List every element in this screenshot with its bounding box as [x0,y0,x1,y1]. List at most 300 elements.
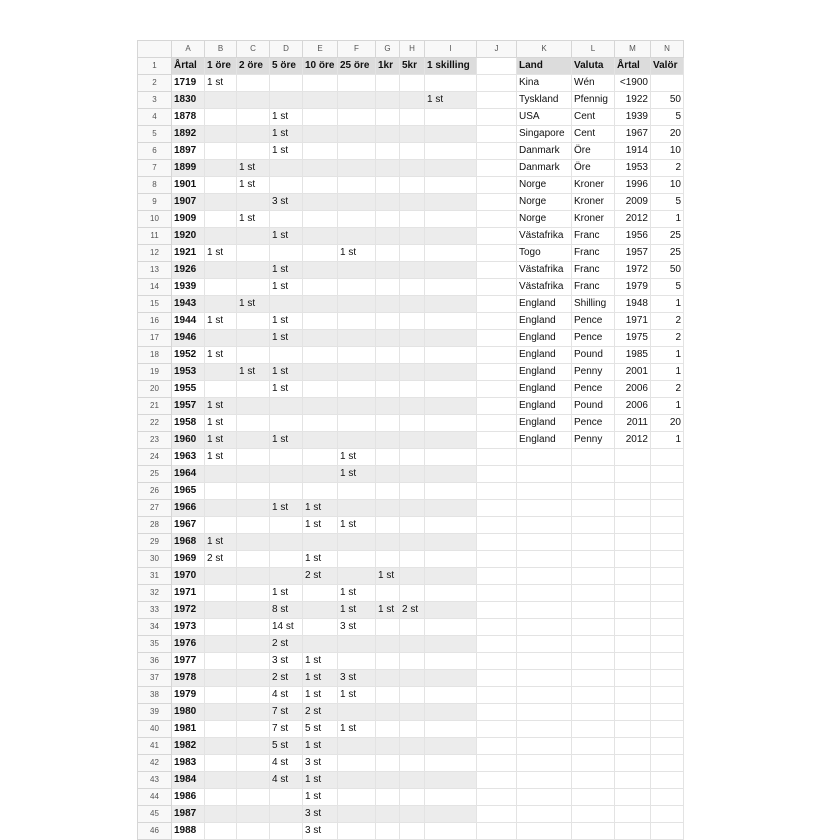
cell-i32[interactable] [425,585,477,602]
cell-a17[interactable]: 1946 [172,330,205,347]
cell-d15[interactable] [270,296,303,313]
cell-k15[interactable]: England [517,296,572,313]
cell-g21[interactable] [376,398,400,415]
cell-a36[interactable]: 1977 [172,653,205,670]
cell-d44[interactable] [270,789,303,806]
cell-c12[interactable] [237,245,270,262]
cell-e42[interactable]: 3 st [303,755,338,772]
cell-d11[interactable]: 1 st [270,228,303,245]
cell-i13[interactable] [425,262,477,279]
row-number[interactable]: 18 [138,347,172,364]
cell-k21[interactable]: England [517,398,572,415]
cell-n12[interactable]: 25 [651,245,684,262]
cell-h45[interactable] [400,806,425,823]
cell-b6[interactable] [205,143,237,160]
cell-e32[interactable] [303,585,338,602]
row-number[interactable]: 8 [138,177,172,194]
cell-c13[interactable] [237,262,270,279]
row-number[interactable]: 7 [138,160,172,177]
column-header-a[interactable]: A [172,41,205,58]
cell-e43[interactable]: 1 st [303,772,338,789]
row-number[interactable]: 43 [138,772,172,789]
cell-j21[interactable] [477,398,517,415]
cell-n16[interactable]: 2 [651,313,684,330]
cell-g16[interactable] [376,313,400,330]
row-number[interactable]: 35 [138,636,172,653]
cell-l13[interactable]: Franc [572,262,615,279]
row-number[interactable]: 21 [138,398,172,415]
cell-h7[interactable] [400,160,425,177]
cell-k34[interactable] [517,619,572,636]
corner-cell[interactable] [138,41,172,58]
cell-b34[interactable] [205,619,237,636]
cell-n43[interactable] [651,772,684,789]
cell-c28[interactable] [237,517,270,534]
cell-h40[interactable] [400,721,425,738]
cell-d31[interactable] [270,568,303,585]
cell-g41[interactable] [376,738,400,755]
cell-g25[interactable] [376,466,400,483]
cell-n27[interactable] [651,500,684,517]
cell-g27[interactable] [376,500,400,517]
cell-h2[interactable] [400,75,425,92]
cell-i35[interactable] [425,636,477,653]
cell-f2[interactable] [338,75,376,92]
cell-l42[interactable] [572,755,615,772]
cell-a40[interactable]: 1981 [172,721,205,738]
cell-b36[interactable] [205,653,237,670]
cell-f45[interactable] [338,806,376,823]
cell-g31[interactable]: 1 st [376,568,400,585]
row-number[interactable]: 37 [138,670,172,687]
row-number[interactable]: 45 [138,806,172,823]
cell-m29[interactable] [615,534,651,551]
cell-g17[interactable] [376,330,400,347]
cell-e9[interactable] [303,194,338,211]
cell-j18[interactable] [477,347,517,364]
cell-b45[interactable] [205,806,237,823]
cell-a9[interactable]: 1907 [172,194,205,211]
cell-i5[interactable] [425,126,477,143]
cell-h43[interactable] [400,772,425,789]
cell-a43[interactable]: 1984 [172,772,205,789]
cell-c46[interactable] [237,823,270,840]
cell-c23[interactable] [237,432,270,449]
cell-d38[interactable]: 4 st [270,687,303,704]
cell-f26[interactable] [338,483,376,500]
cell-n7[interactable]: 2 [651,160,684,177]
cell-a39[interactable]: 1980 [172,704,205,721]
cell-l2[interactable]: Wén [572,75,615,92]
cell-b20[interactable] [205,381,237,398]
cell-j35[interactable] [477,636,517,653]
cell-j42[interactable] [477,755,517,772]
cell-m5[interactable]: 1967 [615,126,651,143]
cell-j29[interactable] [477,534,517,551]
cell-j26[interactable] [477,483,517,500]
cell-d25[interactable] [270,466,303,483]
cell-h37[interactable] [400,670,425,687]
cell-i14[interactable] [425,279,477,296]
cell-a29[interactable]: 1968 [172,534,205,551]
cell-j17[interactable] [477,330,517,347]
cell-i3[interactable]: 1 st [425,92,477,109]
cell-h5[interactable] [400,126,425,143]
cell-h21[interactable] [400,398,425,415]
cell-e16[interactable] [303,313,338,330]
cell-k41[interactable] [517,738,572,755]
cell-i43[interactable] [425,772,477,789]
cell-g22[interactable] [376,415,400,432]
cell-f41[interactable] [338,738,376,755]
row-number[interactable]: 30 [138,551,172,568]
cell-h16[interactable] [400,313,425,330]
cell-m26[interactable] [615,483,651,500]
cell-a13[interactable]: 1926 [172,262,205,279]
column-header-m[interactable]: M [615,41,651,58]
cell-k2[interactable]: Kina [517,75,572,92]
cell-k38[interactable] [517,687,572,704]
cell-j41[interactable] [477,738,517,755]
cell-n34[interactable] [651,619,684,636]
cell-i34[interactable] [425,619,477,636]
cell-g37[interactable] [376,670,400,687]
cell-g1[interactable]: 1kr [376,58,400,75]
cell-b19[interactable] [205,364,237,381]
cell-l35[interactable] [572,636,615,653]
row-number[interactable]: 41 [138,738,172,755]
cell-m42[interactable] [615,755,651,772]
row-number[interactable]: 28 [138,517,172,534]
cell-k23[interactable]: England [517,432,572,449]
cell-n4[interactable]: 5 [651,109,684,126]
cell-d6[interactable]: 1 st [270,143,303,160]
cell-a22[interactable]: 1958 [172,415,205,432]
cell-h31[interactable] [400,568,425,585]
cell-n10[interactable]: 1 [651,211,684,228]
cell-e40[interactable]: 5 st [303,721,338,738]
row-number[interactable]: 2 [138,75,172,92]
cell-l9[interactable]: Kroner [572,194,615,211]
cell-f6[interactable] [338,143,376,160]
cell-h12[interactable] [400,245,425,262]
cell-h44[interactable] [400,789,425,806]
cell-b1[interactable]: 1 öre [205,58,237,75]
cell-a7[interactable]: 1899 [172,160,205,177]
cell-i39[interactable] [425,704,477,721]
cell-e41[interactable]: 1 st [303,738,338,755]
cell-b37[interactable] [205,670,237,687]
cell-d8[interactable] [270,177,303,194]
cell-l24[interactable] [572,449,615,466]
cell-a18[interactable]: 1952 [172,347,205,364]
cell-a42[interactable]: 1983 [172,755,205,772]
column-header-l[interactable]: L [572,41,615,58]
cell-e45[interactable]: 3 st [303,806,338,823]
cell-a19[interactable]: 1953 [172,364,205,381]
cell-k39[interactable] [517,704,572,721]
cell-e31[interactable]: 2 st [303,568,338,585]
cell-g29[interactable] [376,534,400,551]
cell-m41[interactable] [615,738,651,755]
cell-k29[interactable] [517,534,572,551]
cell-i45[interactable] [425,806,477,823]
cell-a12[interactable]: 1921 [172,245,205,262]
cell-e33[interactable] [303,602,338,619]
cell-a30[interactable]: 1969 [172,551,205,568]
cell-h25[interactable] [400,466,425,483]
cell-m25[interactable] [615,466,651,483]
cell-h41[interactable] [400,738,425,755]
cell-f12[interactable]: 1 st [338,245,376,262]
cell-f38[interactable]: 1 st [338,687,376,704]
cell-i26[interactable] [425,483,477,500]
cell-k19[interactable]: England [517,364,572,381]
cell-e18[interactable] [303,347,338,364]
cell-h9[interactable] [400,194,425,211]
cell-d23[interactable]: 1 st [270,432,303,449]
cell-b14[interactable] [205,279,237,296]
cell-l27[interactable] [572,500,615,517]
cell-e1[interactable]: 10 öre [303,58,338,75]
cell-l37[interactable] [572,670,615,687]
cell-g40[interactable] [376,721,400,738]
cell-b8[interactable] [205,177,237,194]
cell-b35[interactable] [205,636,237,653]
cell-k43[interactable] [517,772,572,789]
cell-f32[interactable]: 1 st [338,585,376,602]
cell-h15[interactable] [400,296,425,313]
cell-e11[interactable] [303,228,338,245]
cell-e26[interactable] [303,483,338,500]
cell-n46[interactable] [651,823,684,840]
cell-k30[interactable] [517,551,572,568]
cell-i15[interactable] [425,296,477,313]
cell-g18[interactable] [376,347,400,364]
cell-f5[interactable] [338,126,376,143]
row-number[interactable]: 10 [138,211,172,228]
cell-f24[interactable]: 1 st [338,449,376,466]
cell-a32[interactable]: 1971 [172,585,205,602]
cell-d29[interactable] [270,534,303,551]
cell-l40[interactable] [572,721,615,738]
cell-g12[interactable] [376,245,400,262]
cell-i4[interactable] [425,109,477,126]
cell-j44[interactable] [477,789,517,806]
cell-b2[interactable]: 1 st [205,75,237,92]
cell-d45[interactable] [270,806,303,823]
cell-c22[interactable] [237,415,270,432]
cell-e25[interactable] [303,466,338,483]
cell-h46[interactable] [400,823,425,840]
cell-g23[interactable] [376,432,400,449]
cell-g4[interactable] [376,109,400,126]
cell-b18[interactable]: 1 st [205,347,237,364]
cell-g3[interactable] [376,92,400,109]
cell-n41[interactable] [651,738,684,755]
cell-b43[interactable] [205,772,237,789]
cell-f19[interactable] [338,364,376,381]
row-number[interactable]: 32 [138,585,172,602]
cell-g6[interactable] [376,143,400,160]
cell-d7[interactable] [270,160,303,177]
cell-e29[interactable] [303,534,338,551]
cell-b17[interactable] [205,330,237,347]
cell-j19[interactable] [477,364,517,381]
cell-e14[interactable] [303,279,338,296]
cell-m32[interactable] [615,585,651,602]
row-number[interactable]: 36 [138,653,172,670]
cell-i46[interactable] [425,823,477,840]
cell-k33[interactable] [517,602,572,619]
row-number[interactable]: 14 [138,279,172,296]
cell-k8[interactable]: Norge [517,177,572,194]
cell-f22[interactable] [338,415,376,432]
cell-h29[interactable] [400,534,425,551]
cell-i33[interactable] [425,602,477,619]
cell-i17[interactable] [425,330,477,347]
cell-a20[interactable]: 1955 [172,381,205,398]
cell-e37[interactable]: 1 st [303,670,338,687]
cell-g33[interactable]: 1 st [376,602,400,619]
cell-n26[interactable] [651,483,684,500]
cell-n22[interactable]: 20 [651,415,684,432]
cell-m10[interactable]: 2012 [615,211,651,228]
cell-g43[interactable] [376,772,400,789]
cell-f33[interactable]: 1 st [338,602,376,619]
cell-l15[interactable]: Shilling [572,296,615,313]
cell-g35[interactable] [376,636,400,653]
cell-l45[interactable] [572,806,615,823]
column-header-c[interactable]: C [237,41,270,58]
cell-h35[interactable] [400,636,425,653]
cell-j3[interactable] [477,92,517,109]
cell-e3[interactable] [303,92,338,109]
cell-n30[interactable] [651,551,684,568]
cell-f15[interactable] [338,296,376,313]
cell-k11[interactable]: Västafrika [517,228,572,245]
cell-f40[interactable]: 1 st [338,721,376,738]
column-header-j[interactable]: J [477,41,517,58]
cell-d22[interactable] [270,415,303,432]
cell-m19[interactable]: 2001 [615,364,651,381]
cell-a45[interactable]: 1987 [172,806,205,823]
cell-e44[interactable]: 1 st [303,789,338,806]
cell-d37[interactable]: 2 st [270,670,303,687]
cell-h39[interactable] [400,704,425,721]
cell-n11[interactable]: 25 [651,228,684,245]
cell-k12[interactable]: Togo [517,245,572,262]
cell-a33[interactable]: 1972 [172,602,205,619]
cell-e35[interactable] [303,636,338,653]
cell-d24[interactable] [270,449,303,466]
cell-n9[interactable]: 5 [651,194,684,211]
cell-d12[interactable] [270,245,303,262]
cell-c31[interactable] [237,568,270,585]
cell-e17[interactable] [303,330,338,347]
cell-e2[interactable] [303,75,338,92]
cell-c44[interactable] [237,789,270,806]
cell-k1[interactable]: Land [517,58,572,75]
cell-h33[interactable]: 2 st [400,602,425,619]
cell-b38[interactable] [205,687,237,704]
cell-h36[interactable] [400,653,425,670]
cell-k28[interactable] [517,517,572,534]
cell-h17[interactable] [400,330,425,347]
cell-h38[interactable] [400,687,425,704]
cell-n15[interactable]: 1 [651,296,684,313]
row-number[interactable]: 27 [138,500,172,517]
cell-n44[interactable] [651,789,684,806]
cell-g26[interactable] [376,483,400,500]
cell-b40[interactable] [205,721,237,738]
cell-i25[interactable] [425,466,477,483]
cell-m22[interactable]: 2011 [615,415,651,432]
cell-c17[interactable] [237,330,270,347]
cell-j11[interactable] [477,228,517,245]
cell-h42[interactable] [400,755,425,772]
cell-i20[interactable] [425,381,477,398]
cell-n24[interactable] [651,449,684,466]
row-number[interactable]: 19 [138,364,172,381]
row-number[interactable]: 20 [138,381,172,398]
cell-m3[interactable]: 1922 [615,92,651,109]
cell-l41[interactable] [572,738,615,755]
cell-b10[interactable] [205,211,237,228]
cell-b5[interactable] [205,126,237,143]
row-number[interactable]: 39 [138,704,172,721]
cell-c21[interactable] [237,398,270,415]
cell-d3[interactable] [270,92,303,109]
cell-d1[interactable]: 5 öre [270,58,303,75]
cell-m37[interactable] [615,670,651,687]
cell-d42[interactable]: 4 st [270,755,303,772]
cell-n6[interactable]: 10 [651,143,684,160]
cell-k10[interactable]: Norge [517,211,572,228]
cell-m18[interactable]: 1985 [615,347,651,364]
cell-n3[interactable]: 50 [651,92,684,109]
cell-d34[interactable]: 14 st [270,619,303,636]
cell-g7[interactable] [376,160,400,177]
cell-n36[interactable] [651,653,684,670]
cell-c35[interactable] [237,636,270,653]
cell-d46[interactable] [270,823,303,840]
cell-k4[interactable]: USA [517,109,572,126]
cell-k36[interactable] [517,653,572,670]
cell-h30[interactable] [400,551,425,568]
cell-l33[interactable] [572,602,615,619]
cell-n21[interactable]: 1 [651,398,684,415]
cell-a1[interactable]: Årtal [172,58,205,75]
cell-l44[interactable] [572,789,615,806]
cell-k18[interactable]: England [517,347,572,364]
cell-l31[interactable] [572,568,615,585]
cell-d36[interactable]: 3 st [270,653,303,670]
cell-j27[interactable] [477,500,517,517]
cell-n35[interactable] [651,636,684,653]
cell-e36[interactable]: 1 st [303,653,338,670]
cell-a37[interactable]: 1978 [172,670,205,687]
cell-l30[interactable] [572,551,615,568]
cell-i22[interactable] [425,415,477,432]
cell-c42[interactable] [237,755,270,772]
cell-f39[interactable] [338,704,376,721]
cell-j40[interactable] [477,721,517,738]
cell-h3[interactable] [400,92,425,109]
cell-n23[interactable]: 1 [651,432,684,449]
cell-b9[interactable] [205,194,237,211]
cell-k17[interactable]: England [517,330,572,347]
